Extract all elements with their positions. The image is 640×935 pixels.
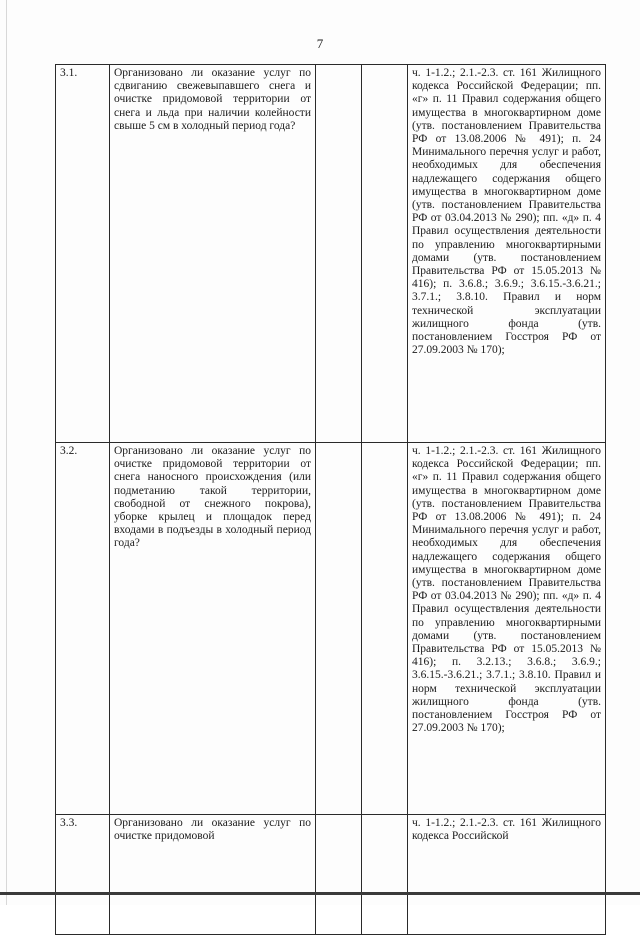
answer-cell — [316, 815, 362, 935]
table-row — [56, 65, 606, 443]
table-row — [56, 815, 606, 935]
legal-reference: ч. 1-1.2.; 2.1.-2.3. ст. 161 Жилищного кодекса Российской Федерации; пп. «г» п. 11 Правил содержания общего имущества в многоквартирном доме (утв. постановлением Правительства РФ от 13.08.2006 № 491); п. 24 Минимального перечня услуг и работ, необходимых для обеспечения надлежащего содержания общего имущества в многоквартирном доме (утв. постановлением Правительства РФ от 03.04.2013 № 290); пп. «д» п. 4 Правил осуществления деятельности по управлению многоквартирными домами (утв. постановлением Правительства РФ от 15.05.2013 № 416); п. 3.2.13.; 3.6.8.; 3.6.9.; 3.6.15.-3.6.21.; 3.7.1.; 3.8.10. Правил и норм технической эксплуатации жилищного фонда (утв. постановлением Госстроя РФ от 27.09.2003 № 170); — [408, 443, 606, 815]
question-text: Организовано ли оказание услуг по очистке придомовой территории от снега наносного происхождения (или подметанию такой территории, свободной от снежного покрова), уборке крылец и площадок перед входами в подъезды в холодный период года? — [110, 443, 316, 815]
scan-edge — [6, 0, 7, 905]
question-text: Организовано ли оказание услуг по очистке придомовой — [110, 815, 316, 935]
row-number: 3.1. — [56, 65, 110, 443]
legal-reference: ч. 1-1.2.; 2.1.-2.3. ст. 161 Жилищного кодекса Российской Федерации; пп. «г» п. 11 Правил содержания общего имущества в многоквартирном доме (утв. постановлением Правительства РФ от 13.08.2006 № 491); п. 24 Минимального перечня услуг и работ, необходимых для обеспечения надлежащего содержания общего имущества в многоквартирном доме (утв. постановлением Правительства РФ от 03.04.2013 № 290); пп. «д» п. 4 Правил осуществления деятельности по управлению многоквартирными домами (утв. постановлением Правительства РФ от 15.05.2013 № 416); п. 3.6.8.; 3.6.9.; 3.6.15.-3.6.21.; 3.7.1.; 3.8.10. Правил и норм технической эксплуатации жилищного фонда (утв. постановлением Госстроя РФ от 27.09.2003 № 170); — [408, 65, 606, 443]
scan-bottom-border — [0, 892, 640, 895]
row-number: 3.3. — [56, 815, 110, 935]
answer-cell — [362, 65, 408, 443]
question-text: Организовано ли оказание услуг по сдвиганию свежевыпавшего снега и очистке придомовой территории от снега и льда при наличии колейности свыше 5 см в холодный период года? — [110, 65, 316, 443]
requirements-table — [55, 64, 606, 935]
answer-cell — [362, 443, 408, 815]
answer-cell — [362, 815, 408, 935]
answer-cell — [316, 65, 362, 443]
legal-reference: ч. 1-1.2.; 2.1.-2.3. ст. 161 Жилищного кодекса Российской — [408, 815, 606, 935]
row-number: 3.2. — [56, 443, 110, 815]
table-row — [56, 443, 606, 815]
answer-cell — [316, 443, 362, 815]
page-number: 7 — [316, 36, 324, 51]
